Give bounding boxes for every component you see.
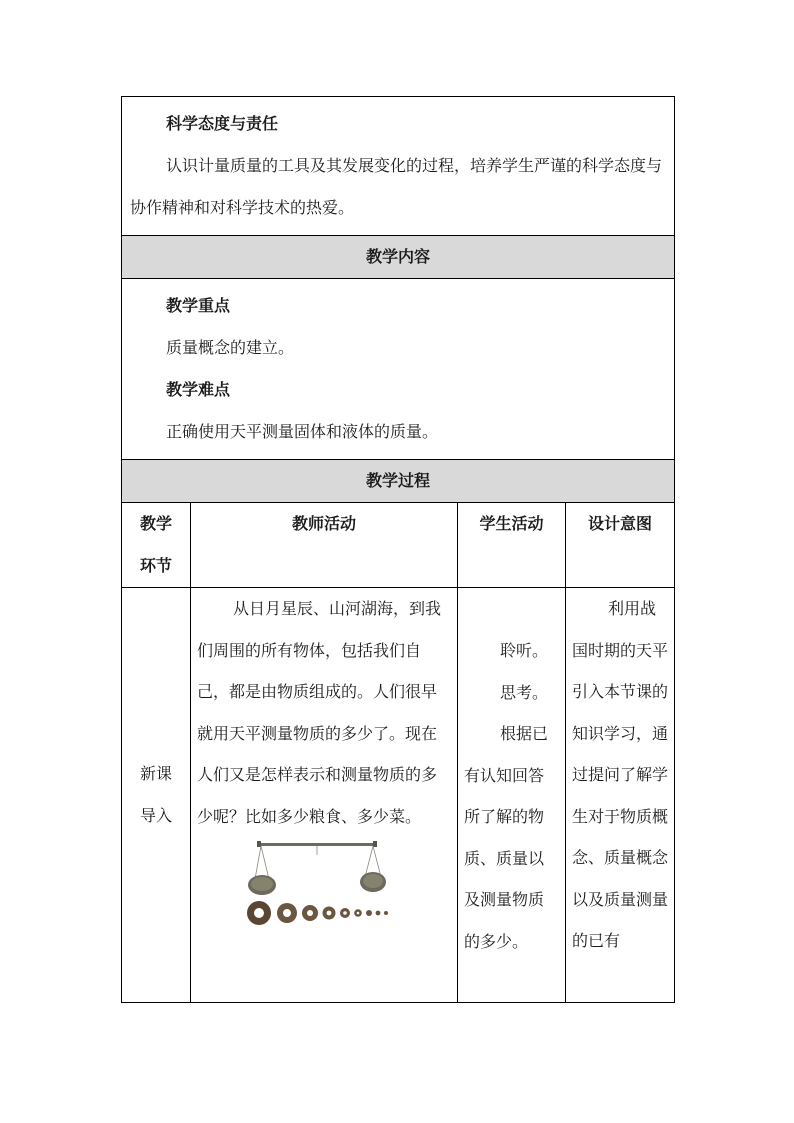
table-row <box>122 588 675 1003</box>
stage-line2: 导入 <box>139 806 172 825</box>
student-activity-answer: 根据已有认知回答所了解的物质、质量以及测量物质的多少。 <box>464 724 549 951</box>
column-header-student: 学生活动 <box>458 503 566 588</box>
student-activity-cell <box>458 588 566 1003</box>
lesson-plan-table <box>121 96 675 1003</box>
lesson-plan-page <box>121 96 674 1003</box>
attitude-text: 认识计量质量的工具及其发展变化的过程，培养学生严谨的科学态度与协作精神和对科学技术的热爱。 <box>130 156 663 217</box>
key-point-text: 质量概念的建立。 <box>166 338 295 357</box>
key-point-heading: 教学重点 <box>166 296 231 315</box>
content-section-title: 教学内容 <box>122 236 675 279</box>
column-header-intent: 设计意图 <box>566 503 675 588</box>
difficult-point-text: 正确使用天平测量固体和液体的质量。 <box>166 422 439 441</box>
content-cell <box>122 279 675 460</box>
column-header-stage-line2: 环节 <box>139 556 172 575</box>
attitude-cell <box>122 97 675 236</box>
process-section-title: 教学过程 <box>122 460 675 503</box>
difficult-point-heading: 教学难点 <box>166 380 231 399</box>
teacher-activity-cell <box>191 588 458 1003</box>
student-activity-think: 思考。 <box>500 682 549 702</box>
design-intent-text: 利用战国时期的天平引入本节课的知识学习，通过提问了解学生对于物质概念、质量概念以及质量测量的已有 <box>572 599 669 950</box>
column-header-stage <box>122 503 191 588</box>
student-activity-listen: 聆听。 <box>500 641 549 660</box>
column-header-teacher: 教师活动 <box>191 503 458 588</box>
stage-cell <box>122 588 191 1003</box>
teacher-activity-text: 从日月星辰、山河湖海，到我们周围的所有物体，包括我们自己，都是由物质组成的。人们很早就用天平测量物质的多少了。现在人们又是怎样表示和测量物质的多少呢？比如多少粮食、多少菜。 <box>197 599 442 826</box>
balance-scale-icon <box>237 841 397 931</box>
column-header-stage-line1: 教学 <box>139 514 172 533</box>
attitude-heading: 科学态度与责任 <box>166 114 279 133</box>
design-intent-cell <box>566 588 675 1003</box>
stage-line1: 新课 <box>139 764 172 783</box>
ancient-balance-image <box>197 837 451 941</box>
